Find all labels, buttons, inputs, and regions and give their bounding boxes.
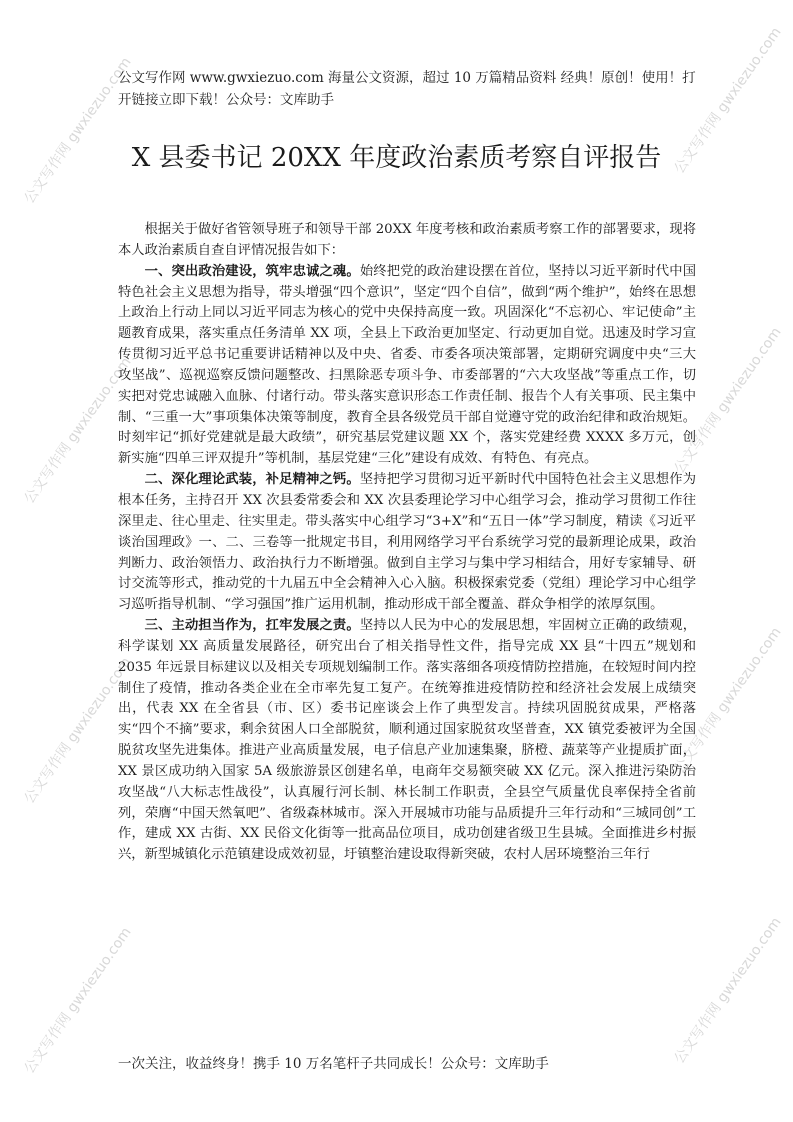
document-title: X 县委书记 20XX 年度政治素质考察自评报告: [131, 143, 662, 173]
section-heading: 三、主动担当作为，扛牢发展之责。: [144, 618, 360, 634]
section-text: 坚持把学习贯彻习近平新时代中国特色社会主义思想作为根本任务，主持召开 XX 次县委常委会和 XX 次县委理论学习中心组学习会，推动学习贯彻工作往深里走、往心里走、往实里走。带头落实中心组学习“3+X”和“五日一体”学习制度，精读《习近平谈治国理政》一、二、三卷等一批规定书目，利用网络学习平台系统学习党的最新理论成果，政治判断力、政治领悟力、政治执行力不断增强。做到自主学习与集中学习相结合，用好专家辅导、研讨交流等形式，推动党的十九届五中全会精神入心入脑。积极探索党委（党组）理论学习中心组学习巡听指导机制、“学习强国”推广运用机制，推动形成干部全覆盖、群众争相学的浓厚氛围。: [118, 472, 697, 613]
section-text: 坚持以人民为中心的发展思想，牢固树立正确的政绩观，科学谋划 XX 高质量发展路径，研究出台了相关指导性文件，指导完成 XX 县“十四五”规划和 2035 年远景目标建议以及相关专项规划编制工作。落实落细各项疫情防控措施，在较短时间内控制住了疫情，推动各类企业在全市率先复工复产。在统筹推进疫情防控和经济社会发展上成绩突出，代表 XX 在全省县（市、区）委书记座谈会上作了典型发言。持续巩固脱贫成果，严格落实“四个不摘”要求，剩余贫困人口全部脱贫，顺利通过国家脱贫攻坚普查，XX 镇党委被评为全国脱贫攻坚先进集体。推进产业高质量发展，电子信息产业加速集聚，脐橙、蔬菜等产业提质扩面，XX 景区成功纳入国家 5A 级旅游景区创建名单，电商年交易额突破 XX 亿元。深入推进污染防治攻坚战“八大标志性战役”，认真履行河长制、林长制工作职责，全县空气质量优良率保持全省前列，荣膺“中国天然氧吧”、省级森林城市。深入开展城市功能与品质提升三年行动和“三城同创”工作，建成 XX 古街、XX 民俗文化街等一批高品位项目，成功创建省级卫生县城。全面推进乡村振兴，新型城镇化示范镇建设成效初显，圩镇整治建设取得新突破，农村人居环境整治三年行: [118, 618, 697, 863]
header-promo-note: 公文写作网 www.gwxiezuo.com 海量公文资源，超过 10 万篇精品资料 经典！原创！使用！打开链接立即下载！公众号：文库助手: [118, 70, 696, 108]
watermark: 公文写作网 gwxiezuo.com: [21, 54, 135, 207]
section-text: 始终把党的政治建设摆在首位，坚持以习近平新时代中国特色社会主义思想为指导，带头增强“四个意识”，坚定“四个自信”，做到“两个维护”，始终在思想上政治上行动上同以习近平同志为核心的党中央保持高度一致。巩固深化“不忘初心、牢记使命”主题教育成果，落实重点任务清单 XX 项，全县上下政治更加坚定、行动更加自觉。迅速及时学习宣传贯彻习近平总书记重要讲话精神以及中央、省委、市委各项决策部署，定期研究调度中央“三大攻坚战”、巡视巡察反馈问题整改、扫黑除恶专项斗争、市委部署的“六大攻坚战”等重点工作，切实把对党忠诚融入血脉、付诸行动。带头落实意识形态工作责任制、报告个人有关事项、民主集中制、“三重一大”事项集体决策等制度，教育全县各级党员干部自觉遵守党的政治纪律和政治规矩。时刻牢记“抓好党建就是最大政绩”，研究基层党建议题 XX 个，落实党建经费 XXXX 多万元，创新实施“四单三评双提升”等机制，基层党建“三化”建设有成效、有特色、有亮点。: [118, 263, 697, 467]
section-heading: 一、突出政治建设，筑牢忠诚之魂。: [144, 263, 360, 279]
intro-paragraph: 根据关于做好省管领导班子和领导干部 20XX 年度考核和政治素质考察工作的部署要求，现将本人政治素质自查自评情况报告如下：: [118, 222, 696, 258]
document-body: [118, 220, 696, 866]
watermark: 公文写作网 gwxiezuo.com: [21, 654, 135, 807]
section-paragraph: [118, 616, 696, 866]
section-paragraph: [118, 470, 696, 616]
watermark: 公文写作网 gwxiezuo.com: [21, 354, 135, 507]
watermark: 公文写作网 gwxiezuo.com: [671, 624, 785, 777]
watermark: 公文写作网 gwxiezuo.com: [671, 914, 785, 1067]
section-heading: 二、深化理论武装，补足精神之钙。: [144, 472, 360, 488]
watermark: 公文写作网 gwxiezuo.com: [671, 24, 785, 177]
watermark: 公文写作网 gwxiezuo.com: [671, 324, 785, 477]
section-paragraph: [118, 262, 696, 470]
watermark: 公文写作网 gwxiezuo.com: [21, 924, 135, 1077]
footer-promo-note: 一次关注，收益终身！携手 10 万名笔杆子共同成长！公众号：文库助手: [118, 1056, 549, 1072]
